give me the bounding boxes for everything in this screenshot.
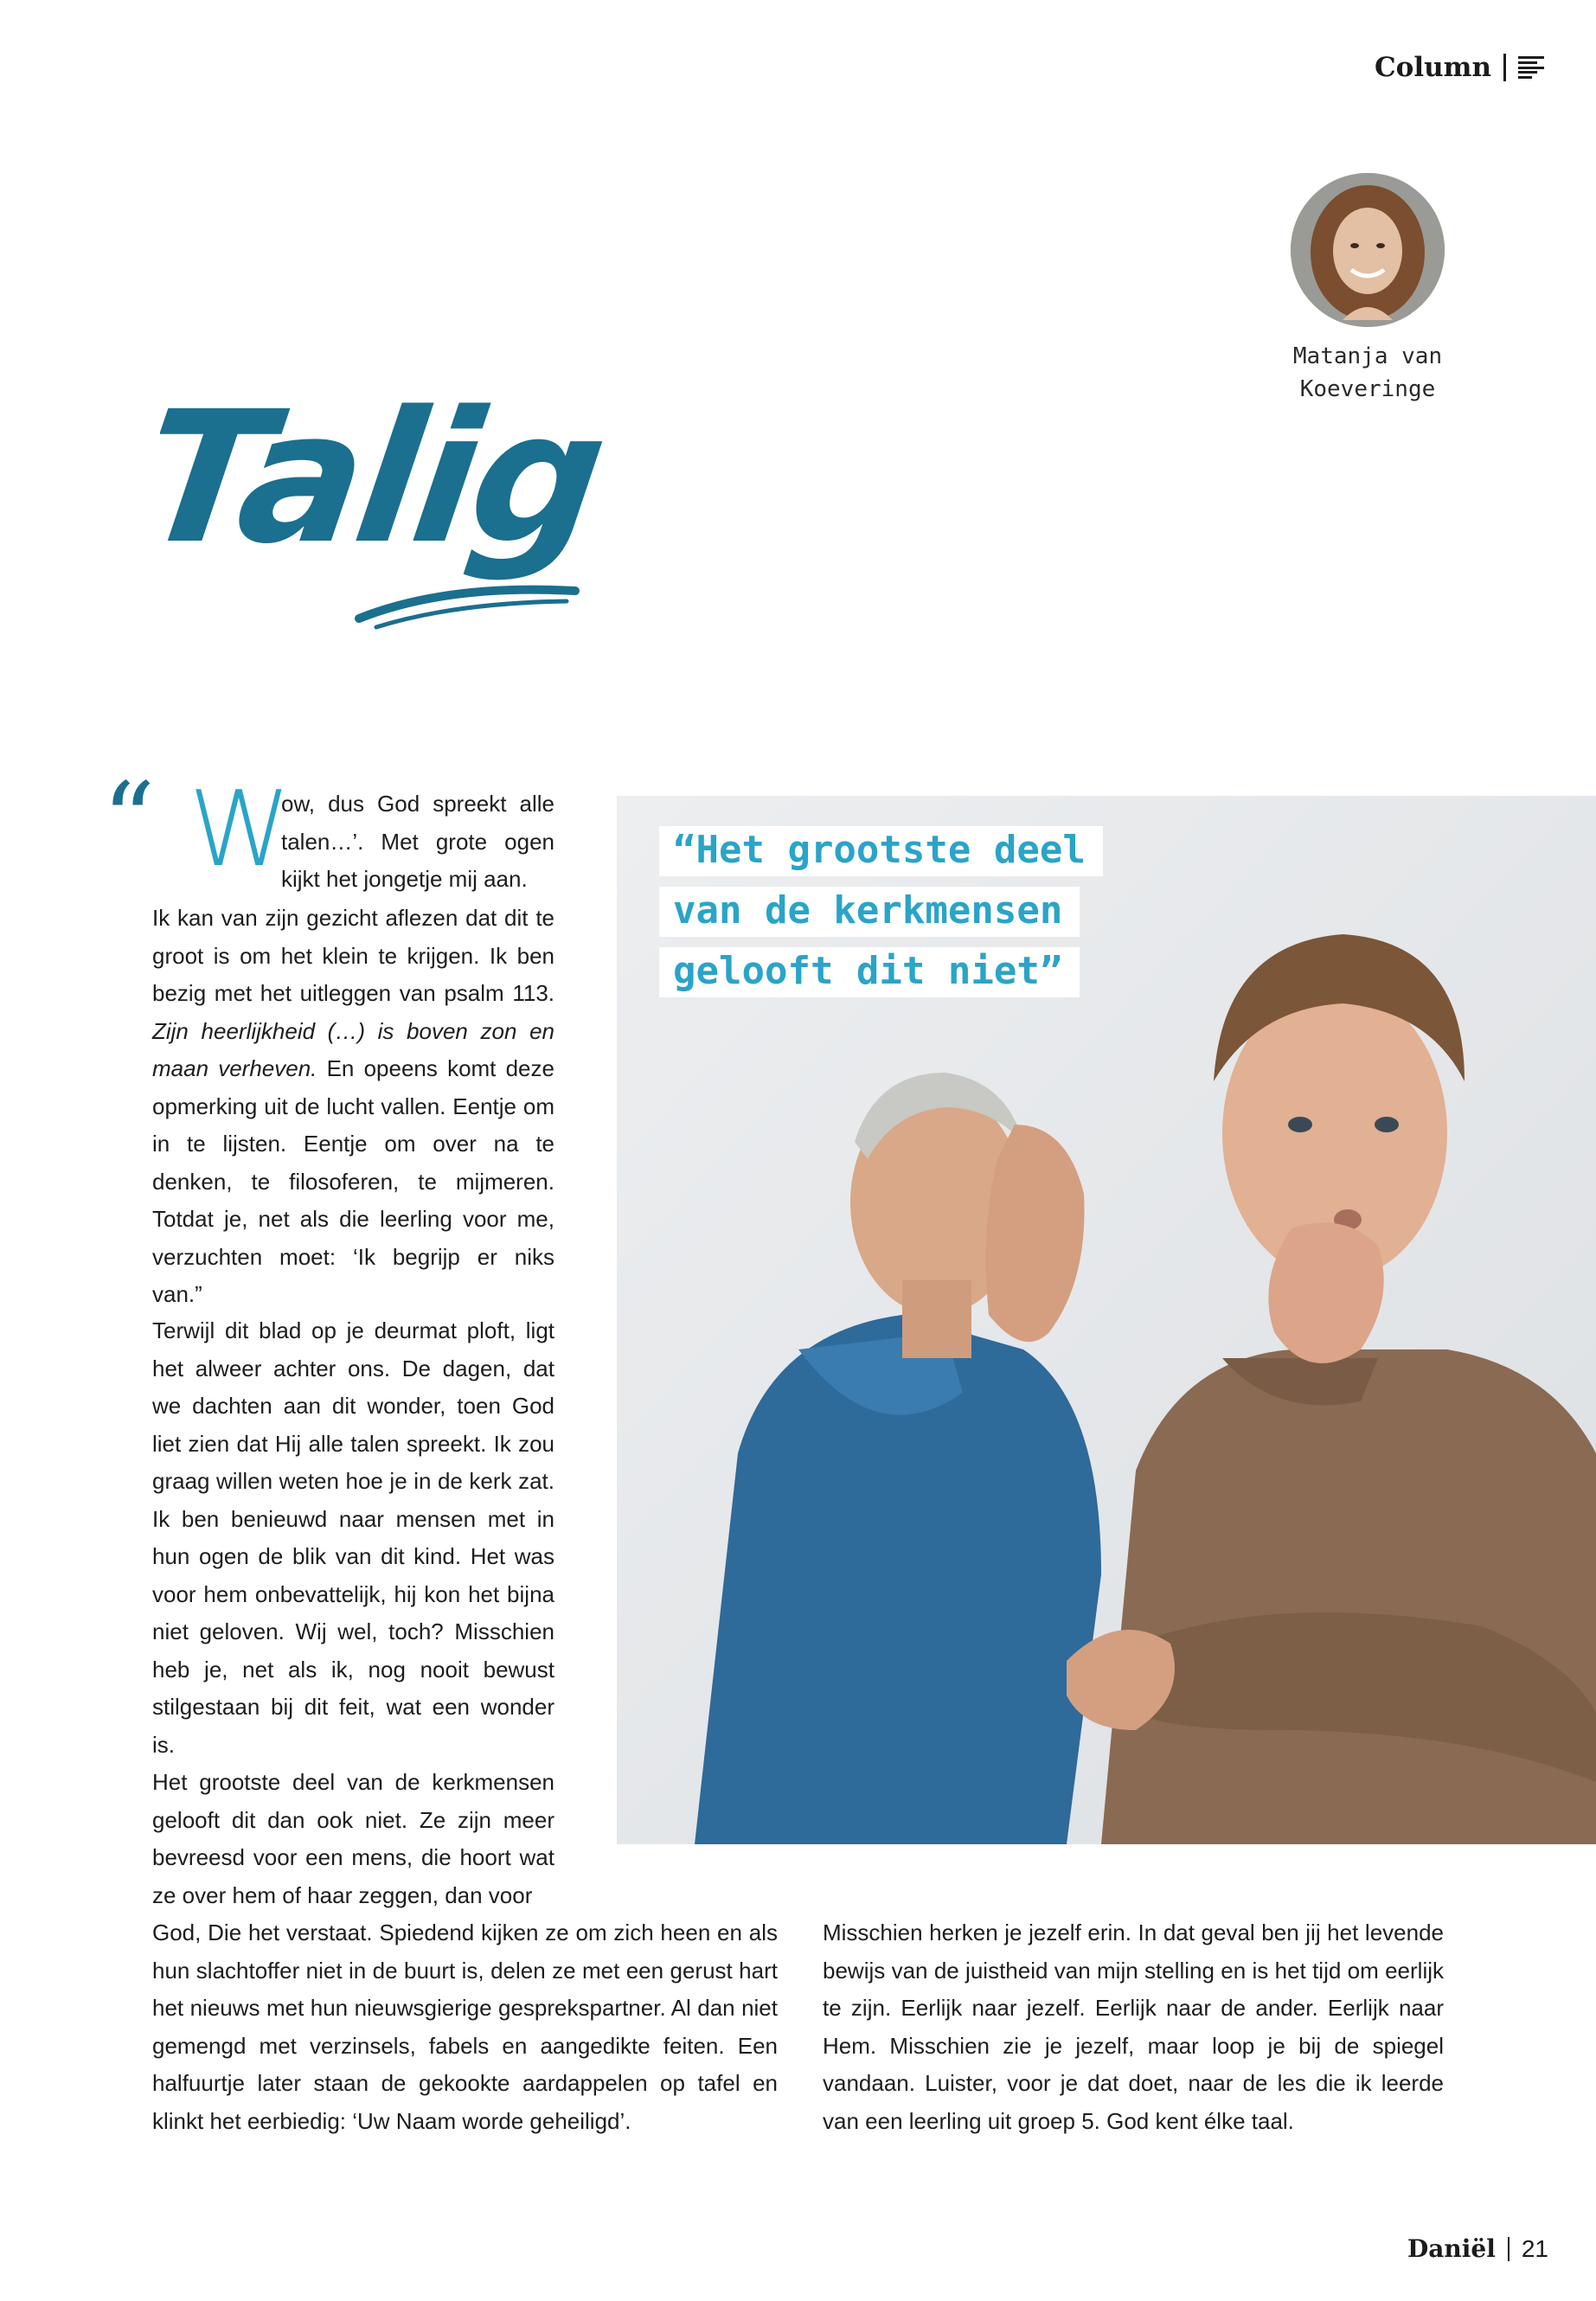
author-name-line2: Koeveringe (1299, 376, 1436, 402)
footer-divider (1508, 2237, 1509, 2261)
pull-quote (659, 826, 1103, 1008)
author-photo (1291, 173, 1445, 327)
section-label: Column (1374, 52, 1491, 83)
page-header (1375, 52, 1544, 83)
author-name-line1: Matanja van (1292, 343, 1443, 369)
page-footer (1407, 2234, 1548, 2263)
paragraph-3-top: Het grootste deel van de kerkmensen gelooft dit dan ook niet. Ze zijn meer bevreesd voor een mens, die hoort wat ze over hem of haar zeggen, dan voor (152, 1769, 554, 1908)
paragraph-1-body (152, 900, 554, 1314)
paragraph-2: Terwijl dit blad op je deurmat ploft, ligt het alweer achter ons. De dagen, dat we dachten aan dit wonder, toen God liet zien dat Hij alle talen spreekt. Ik zou graag willen weten hoe je in de kerk zat. Ik ben benieuwd naar mensen met in hun ogen de blik van dit kind. Het was voor hem onbevattelijk, hij kon het bijna niet geloven. Wij wel, toch? Misschien heb je, net als ik, nog nooit bewust stilgestaan bij dit feit, wat een wonder is. (152, 1317, 554, 1758)
article-title (160, 368, 610, 644)
pull-quote-line-1: “Het grootste deel (659, 826, 1103, 876)
paragraph-1-text-b: En opeens komt deze opmerking uit de lucht vallen. Eentje om in te lijsten. Eentje om over na te denken, te filosoferen, te mijmeren. Totdat je, net als die leerling voor me, verzuchten moet: ‘Ik begrijp er niks van.” (152, 1055, 554, 1307)
article-title-text: Talig (160, 371, 610, 584)
column-lines-icon (1518, 56, 1544, 79)
header-divider (1503, 54, 1506, 81)
opening-quote-mark: “ (102, 761, 156, 881)
psalm-quote: Zijn heerlijkheid (…) is boven zon en maan verheven. (152, 1017, 554, 1081)
paragraph-1-head: ow, dus God spreekt alle talen…’. Met grote ogen kijkt het jongetje mij aan. (281, 791, 554, 892)
paragraph-3-bottom: God, Die het verstaat. Spiedend kijken ze om zich heen en als hun slachtoffer niet in de buurt is, delen ze met een gerust hart het nieuws met hun nieuwsgierige gesprekspartner. Al dan niet gemengd met verzinsels, fabels en aangedikte feiten. Een halfuurtje later staan de gekookte aardappelen op tafel en klinkt het eerbiedig: ‘Uw Naam worde geheiligd’. (152, 1920, 778, 2134)
pull-quote-line-2: van de kerkmensen (659, 887, 1080, 937)
page-number: 21 (1521, 2234, 1548, 2262)
paragraph-1-text-a: Ik kan van zijn gezicht aflezen dat dit te groot is om het klein te krijgen. Ik ben bezig met het uitleggen van psalm 113. (152, 905, 554, 1006)
drop-cap: W (189, 770, 292, 890)
magazine-name: Daniël (1407, 2234, 1496, 2263)
paragraph-4: Misschien herken je jezelf erin. In dat geval ben jij het levende bewijs van de juistheid van mijn stelling en is het tijd om eerlijk te zijn. Eerlijk naar jezelf. Eerlijk naar de ander. Eerlijk naar Hem. Misschien zie je jezelf, maar loop je bij de spiegel vandaan. Luister, voor je dat doet, naar de les die ik leerde van een leerling uit groep 5. God kent élke taal. (823, 1920, 1444, 2134)
pull-quote-line-3: gelooft dit niet” (659, 947, 1080, 997)
author-name (1211, 340, 1524, 406)
